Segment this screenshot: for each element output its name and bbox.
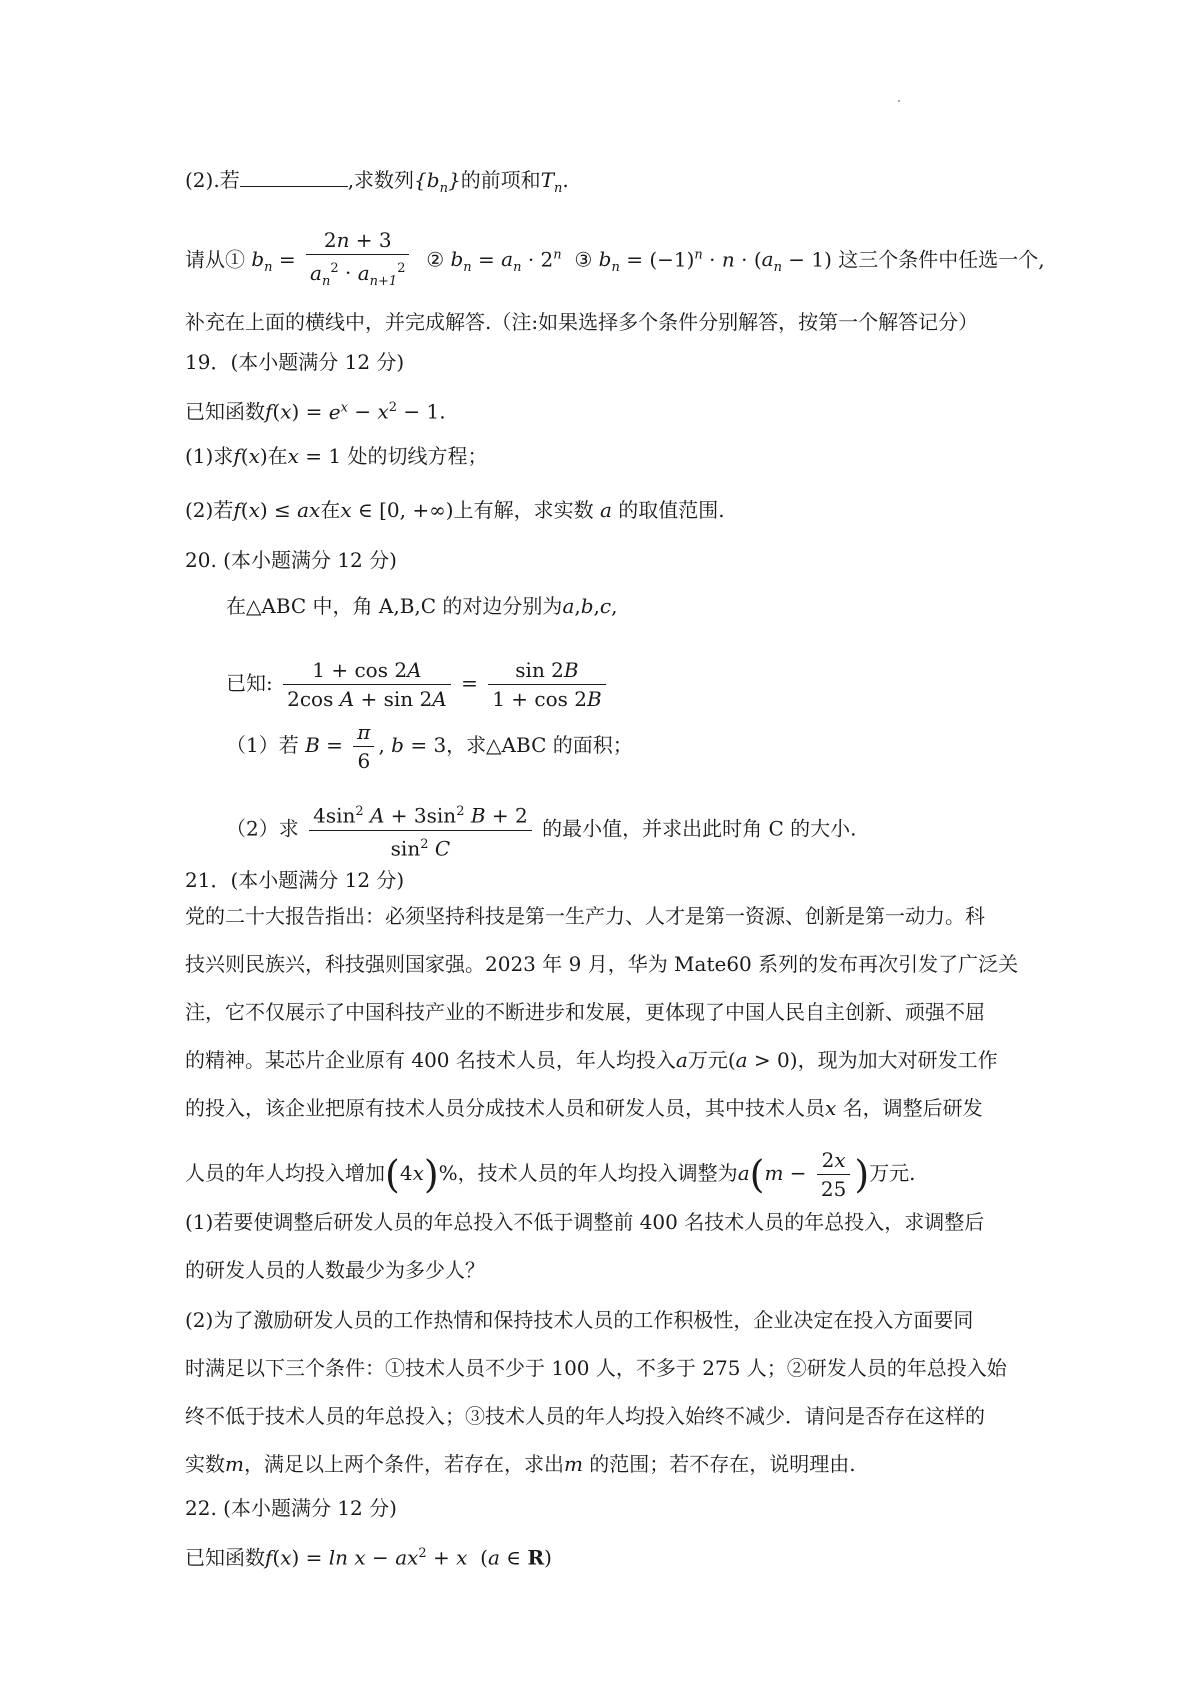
q19-part1: (1)求f(x)在x = 1 处的切线方程；	[185, 444, 488, 468]
part-2-line: (2).若 ,求数列$\{b_n\}$的前项和$T_n$.	[185, 168, 569, 196]
q21-part2-4: 实数m，满足以上两个条件，若存在，求出m 的范围；若不存在，说明理由.	[185, 1452, 856, 1476]
q21-text-6: 人员的年人均投入增加(4x)%，技术人员的年人均投入调整为a(m − $\frac{2x}{25}$ )万元.	[185, 1148, 916, 1201]
q21-part1-2: 的研发人员的人数最少为多少人？	[185, 1258, 485, 1282]
q19-stem: 已知函数$f(x) = e^x - x^2 - 1$.	[185, 399, 446, 424]
stray-dot	[898, 100, 900, 102]
q20-part2: （2）求 $\frac{4\sin^2 A + 3\sin^2 B + 2}{\sin^2 C}$ 的最小值，并求出此时角 C 的大小.	[226, 798, 856, 862]
q20-part1: （1）若 B = $\frac{\pi}{6}$ , b = 3，求△ABC 的面积；	[226, 720, 633, 773]
q21-text-5: 的投入，该企业把原有技术人员分成技术人员和研发人员，其中技术人员x 名，调整后研发	[185, 1096, 983, 1120]
q19-part2: (2)若f(x) ≤ ax在x ∈ [0, +∞)上有解，求实数 a 的取值范围.	[185, 498, 725, 522]
q21-heading: 21．(本小题满分 12 分)	[185, 868, 405, 892]
q20-stem: 在△ABC 中，角 A,B,C 的对边分别为a,b,c,	[226, 594, 618, 618]
q22-heading: 22. (本小题满分 12 分)	[185, 1496, 397, 1520]
fraction: $\frac{2n + 3}{a_n^2 \cdot a_{n+1}^2}$	[306, 226, 409, 296]
q21-text-2: 技兴则民族兴，科技强则国家强。2023 年 9 月，华为 Mate60 系列的发布再次引发了广泛关	[185, 952, 1019, 976]
q21-part2-1: (2)为了激励研发人员的工作热情和保持技术人员的工作积极性，企业决定在投入方面要同	[185, 1308, 974, 1332]
q22-stem: 已知函数$f(x) = \ln x - ax^2 + x$ (a ∈ R)	[185, 1545, 552, 1570]
fill-blank[interactable]	[240, 168, 348, 187]
q20-known: 已知: $\frac{1 + \cos 2A}{\text{2cos A + sin 2A}}$ = $\frac{\sin 2B}{1 + \cos 2B}$	[226, 656, 610, 713]
q20-heading: 20. (本小题满分 12 分)	[185, 548, 397, 572]
conditions-line: 请从① $b_n$ = $\frac{2n + 3}{a_n^2 \cdot a_{n+1}^2}$ ② $b_n = a_n \cdot 2^n$ ③ $b_n = (-1)^n \cdot n \cdot (a_n - 1)$ 这三个条件中任选一个,	[185, 226, 1045, 296]
q21-text-1: 党的二十大报告指出：必须坚持科技是第一生产力、人才是第一资源、创新是第一动力。科	[185, 904, 985, 928]
q21-part2-2: 时满足以下三个条件：①技术人员不少于 100 人，不多于 275 人；②研发人员的年总投入始	[185, 1356, 1007, 1380]
q21-text-4: 的精神。某芯片企业原有 400 名技术人员，年人均投入a万元(a > 0)，现为加大对研发工作	[185, 1048, 998, 1072]
q19-heading: 19．(本小题满分 12 分)	[185, 350, 405, 374]
q21-text-3: 注，它不仅展示了中国科技产业的不断进步和发展，更体现了中国人民自主创新、顽强不屈	[185, 1000, 985, 1024]
q21-part2-3: 终不低于技术人员的年总投入；③技术人员的年人均投入始终不减少．请问是否存在这样的	[185, 1404, 985, 1428]
q21-part1-1: (1)若要使调整后研发人员的年总投入不低于调整前 400 名技术人员的年总投入，求调整后	[185, 1210, 985, 1234]
instruction-line: 补充在上面的横线中，并完成解答.（注:如果选择多个条件分别解答，按第一个解答记分）	[185, 310, 979, 334]
